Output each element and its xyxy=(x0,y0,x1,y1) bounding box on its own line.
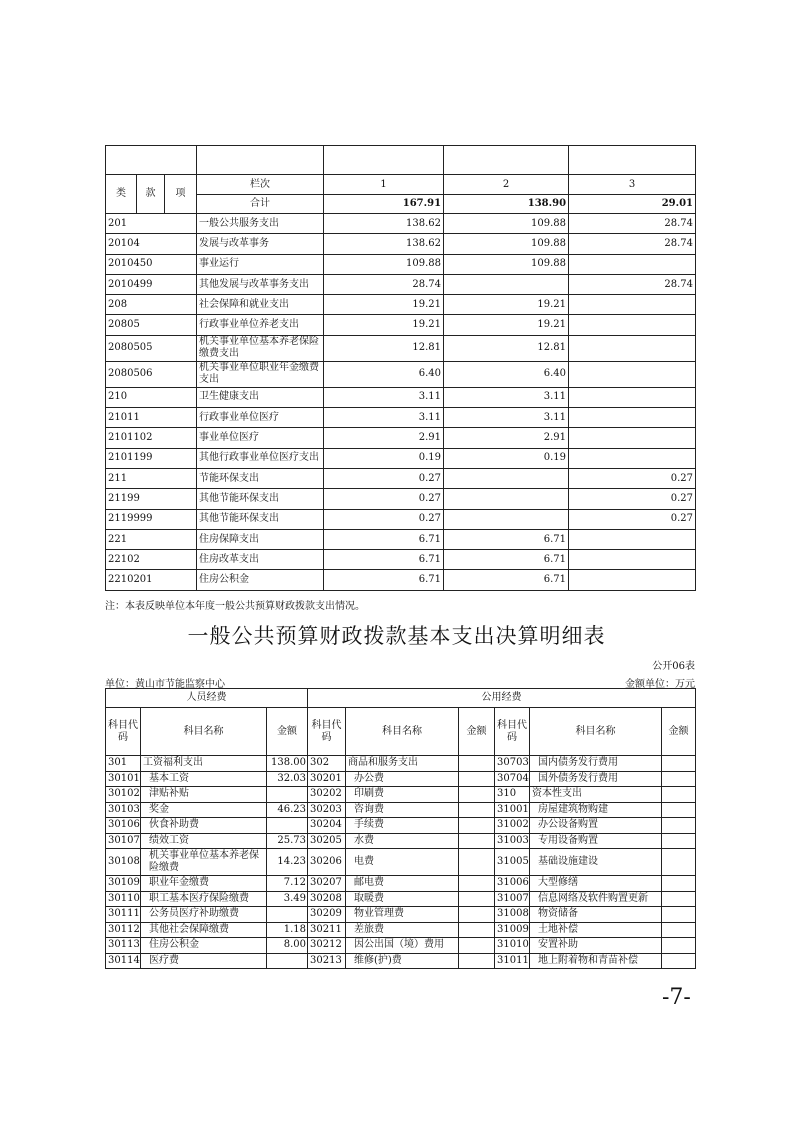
subject-code: 208 xyxy=(106,295,197,315)
value-col2: 109.88 xyxy=(444,254,569,274)
value-col1: 12.81 xyxy=(324,335,444,361)
personnel-code: 30101 xyxy=(106,771,141,787)
value-col3 xyxy=(569,254,696,274)
header-xiang: 项 xyxy=(165,175,197,214)
table-row xyxy=(106,489,696,509)
table-row xyxy=(106,833,696,849)
value-col2: 3.11 xyxy=(444,387,569,407)
subject-name: 住房保障支出 xyxy=(197,529,324,549)
header-col1: 1 xyxy=(324,175,444,195)
value-col1: 19.21 xyxy=(324,295,444,315)
capital-name: 国外债务发行费用 xyxy=(530,771,662,787)
value-col1: 3.11 xyxy=(324,387,444,407)
subject-code: 21199 xyxy=(106,489,197,509)
subject-name: 一般公共服务支出 xyxy=(197,214,324,234)
capital-amount xyxy=(662,922,696,938)
header-col2: 2 xyxy=(444,175,569,195)
public-code: 30211 xyxy=(308,922,346,938)
table-row xyxy=(106,922,696,938)
public-amount xyxy=(459,876,495,892)
header-lanci: 栏次 xyxy=(197,175,324,195)
header-kuan: 款 xyxy=(137,175,165,214)
subject-code: 221 xyxy=(106,529,197,549)
value-col3: 0.27 xyxy=(569,468,696,488)
subject-code: 2080505 xyxy=(106,335,197,361)
capital-amount xyxy=(662,938,696,954)
public-name: 取暖费 xyxy=(346,891,459,907)
public-amount xyxy=(459,849,495,876)
subject-name: 发展与改革事务 xyxy=(197,234,324,254)
public-code: 30213 xyxy=(308,953,346,969)
capital-name: 资本性支出 xyxy=(530,787,662,803)
capital-amount xyxy=(662,756,696,772)
total-col3: 29.01 xyxy=(569,195,696,214)
capital-code: 31008 xyxy=(495,907,530,923)
public-code: 30209 xyxy=(308,907,346,923)
public-code: 30212 xyxy=(308,938,346,954)
value-col1: 6.40 xyxy=(324,361,444,387)
capital-name: 房屋建筑物购建 xyxy=(530,802,662,818)
subject-name: 行政事业单位养老支出 xyxy=(197,315,324,335)
personnel-amount: 25.73 xyxy=(267,833,308,849)
col-name: 科目名称 xyxy=(141,708,267,756)
subject-name: 卫生健康支出 xyxy=(197,387,324,407)
subject-code: 2010450 xyxy=(106,254,197,274)
subject-name: 其他发展与改革事务支出 xyxy=(197,274,324,294)
table-row xyxy=(106,876,696,892)
value-col3: 28.74 xyxy=(569,234,696,254)
personnel-name: 公务员医疗补助缴费 xyxy=(141,907,267,923)
value-col3 xyxy=(569,335,696,361)
subject-name: 事业单位医疗 xyxy=(197,428,324,448)
public-code: 30207 xyxy=(308,876,346,892)
capital-amount xyxy=(662,953,696,969)
personnel-amount xyxy=(267,953,308,969)
value-col2: 3.11 xyxy=(444,408,569,428)
personnel-code: 30108 xyxy=(106,849,141,876)
table-row xyxy=(106,254,696,274)
col-code: 科目代码 xyxy=(106,708,141,756)
table-row xyxy=(106,335,696,361)
capital-name: 办公设备购置 xyxy=(530,818,662,834)
capital-code: 30703 xyxy=(495,756,530,772)
value-col3: 28.74 xyxy=(569,274,696,294)
personnel-code: 30110 xyxy=(106,891,141,907)
value-col2 xyxy=(444,274,569,294)
group-personnel: 人员经费 xyxy=(106,689,308,708)
table-row xyxy=(106,529,696,549)
subject-name: 其他节能环保支出 xyxy=(197,509,324,529)
table-row xyxy=(106,756,696,772)
personnel-name: 其他社会保障缴费 xyxy=(141,922,267,938)
value-col1: 138.62 xyxy=(324,234,444,254)
value-col2: 2.91 xyxy=(444,428,569,448)
subject-code: 201 xyxy=(106,214,197,234)
capital-amount xyxy=(662,787,696,803)
subject-name: 住房公积金 xyxy=(197,570,324,590)
capital-amount xyxy=(662,849,696,876)
capital-amount xyxy=(662,818,696,834)
value-col1: 138.62 xyxy=(324,214,444,234)
value-col2 xyxy=(444,509,569,529)
unit-name: 单位：黄山市节能监察中心 xyxy=(105,679,225,690)
col-amount: 金额 xyxy=(662,708,696,756)
personnel-name: 职业年金缴费 xyxy=(141,876,267,892)
personnel-code: 30112 xyxy=(106,922,141,938)
personnel-name: 机关事业单位基本养老保险缴费 xyxy=(141,849,267,876)
value-col3 xyxy=(569,428,696,448)
value-col2: 109.88 xyxy=(444,234,569,254)
table-row xyxy=(106,509,696,529)
value-col2: 12.81 xyxy=(444,335,569,361)
capital-amount xyxy=(662,907,696,923)
personnel-name: 伙食补助费 xyxy=(141,818,267,834)
col-amount: 金额 xyxy=(459,708,495,756)
public-name: 办公费 xyxy=(346,771,459,787)
personnel-code: 30113 xyxy=(106,938,141,954)
capital-name: 专用设备购置 xyxy=(530,833,662,849)
table-row xyxy=(106,953,696,969)
public-code: 30201 xyxy=(308,771,346,787)
capital-code: 31010 xyxy=(495,938,530,954)
personnel-name: 职工基本医疗保险缴费 xyxy=(141,891,267,907)
capital-amount xyxy=(662,876,696,892)
personnel-amount: 3.49 xyxy=(267,891,308,907)
value-col3 xyxy=(569,361,696,387)
personnel-amount: 7.12 xyxy=(267,876,308,892)
public-name: 咨询费 xyxy=(346,802,459,818)
public-amount xyxy=(459,771,495,787)
public-name: 因公出国（境）费用 xyxy=(346,938,459,954)
col-amount: 金额 xyxy=(267,708,308,756)
public-amount xyxy=(459,818,495,834)
subject-code: 2080506 xyxy=(106,361,197,387)
subject-code: 2210201 xyxy=(106,570,197,590)
value-col2: 19.21 xyxy=(444,295,569,315)
table-note: 注：本表反映单位本年度一般公共预算财政拨款支出情况。 xyxy=(105,601,365,612)
basic-expense-detail-table xyxy=(105,688,696,969)
table-row xyxy=(106,907,696,923)
value-col2: 0.19 xyxy=(444,448,569,468)
table-row xyxy=(106,361,696,387)
public-amount xyxy=(459,787,495,803)
col-name: 科目名称 xyxy=(346,708,459,756)
value-col1: 19.21 xyxy=(324,315,444,335)
capital-name: 基础设施建设 xyxy=(530,849,662,876)
subject-code: 2010499 xyxy=(106,274,197,294)
public-name: 邮电费 xyxy=(346,876,459,892)
value-col1: 3.11 xyxy=(324,408,444,428)
value-col3 xyxy=(569,529,696,549)
value-col1: 109.88 xyxy=(324,254,444,274)
value-col1: 28.74 xyxy=(324,274,444,294)
subject-name: 住房改革支出 xyxy=(197,550,324,570)
personnel-code: 30109 xyxy=(106,876,141,892)
personnel-code: 30103 xyxy=(106,802,141,818)
personnel-code: 30106 xyxy=(106,818,141,834)
public-amount xyxy=(459,756,495,772)
value-col3: 0.27 xyxy=(569,509,696,529)
table-row xyxy=(106,448,696,468)
personnel-amount: 46.23 xyxy=(267,802,308,818)
table-row xyxy=(106,787,696,803)
value-col2: 6.71 xyxy=(444,529,569,549)
subject-name: 事业运行 xyxy=(197,254,324,274)
value-col3: 28.74 xyxy=(569,214,696,234)
subject-name: 其他行政事业单位医疗支出 xyxy=(197,448,324,468)
subject-name: 社会保障和就业支出 xyxy=(197,295,324,315)
public-name: 维修(护)费 xyxy=(346,953,459,969)
public-amount xyxy=(459,938,495,954)
public-name: 商品和服务支出 xyxy=(346,756,459,772)
page-title: 一般公共预算财政拨款基本支出决算明细表 xyxy=(187,624,606,648)
value-col2: 6.71 xyxy=(444,550,569,570)
value-col1: 0.19 xyxy=(324,448,444,468)
personnel-name: 医疗费 xyxy=(141,953,267,969)
capital-name: 安置补助 xyxy=(530,938,662,954)
value-col3 xyxy=(569,408,696,428)
public-amount xyxy=(459,922,495,938)
subject-code: 22102 xyxy=(106,550,197,570)
appropriation-expense-table xyxy=(105,145,696,591)
value-col3 xyxy=(569,448,696,468)
capital-name: 土地补偿 xyxy=(530,922,662,938)
page-number: -7- xyxy=(662,985,691,1010)
personnel-amount xyxy=(267,907,308,923)
table-row xyxy=(106,570,696,590)
capital-name: 国内债务发行费用 xyxy=(530,756,662,772)
subject-code: 2119999 xyxy=(106,509,197,529)
value-col2: 109.88 xyxy=(444,214,569,234)
table-row xyxy=(106,387,696,407)
table-row xyxy=(106,214,696,234)
public-name: 差旅费 xyxy=(346,922,459,938)
capital-code: 31005 xyxy=(495,849,530,876)
total-label: 合计 xyxy=(197,195,324,214)
subject-name: 机关事业单位职业年金缴费支出 xyxy=(197,361,324,387)
value-col1: 6.71 xyxy=(324,529,444,549)
personnel-amount: 8.00 xyxy=(267,938,308,954)
value-col2: 6.71 xyxy=(444,570,569,590)
capital-amount xyxy=(662,891,696,907)
public-code: 30206 xyxy=(308,849,346,876)
table-row xyxy=(106,818,696,834)
value-col2 xyxy=(444,489,569,509)
public-code: 30203 xyxy=(308,802,346,818)
public-amount xyxy=(459,891,495,907)
subject-code: 2101102 xyxy=(106,428,197,448)
total-col1: 167.91 xyxy=(324,195,444,214)
public-name: 电费 xyxy=(346,849,459,876)
value-col1: 6.71 xyxy=(324,550,444,570)
value-col1: 2.91 xyxy=(324,428,444,448)
personnel-amount: 138.00 xyxy=(267,756,308,772)
value-col3 xyxy=(569,315,696,335)
personnel-name: 绩效工资 xyxy=(141,833,267,849)
public-code: 30205 xyxy=(308,833,346,849)
public-amount xyxy=(459,802,495,818)
public-code: 30204 xyxy=(308,818,346,834)
capital-amount xyxy=(662,771,696,787)
capital-name: 大型修缮 xyxy=(530,876,662,892)
public-name: 印刷费 xyxy=(346,787,459,803)
subject-code: 210 xyxy=(106,387,197,407)
subject-code: 20805 xyxy=(106,315,197,335)
capital-code: 31007 xyxy=(495,891,530,907)
header-lei: 类 xyxy=(106,175,137,214)
capital-code: 31006 xyxy=(495,876,530,892)
capital-amount xyxy=(662,802,696,818)
col-name: 科目名称 xyxy=(530,708,662,756)
capital-code: 310 xyxy=(495,787,530,803)
personnel-amount xyxy=(267,818,308,834)
capital-name: 物资储备 xyxy=(530,907,662,923)
capital-amount xyxy=(662,833,696,849)
capital-name: 地上附着物和青苗补偿 xyxy=(530,953,662,969)
subject-code: 2101199 xyxy=(106,448,197,468)
table-row xyxy=(106,428,696,448)
subject-code: 20104 xyxy=(106,234,197,254)
value-col1: 0.27 xyxy=(324,489,444,509)
public-name: 手续费 xyxy=(346,818,459,834)
personnel-amount: 1.18 xyxy=(267,922,308,938)
value-col2 xyxy=(444,468,569,488)
table-row xyxy=(106,274,696,294)
table-row xyxy=(106,550,696,570)
total-col2: 138.90 xyxy=(444,195,569,214)
public-name: 物业管理费 xyxy=(346,907,459,923)
table-row xyxy=(106,295,696,315)
table-row xyxy=(106,234,696,254)
value-col3 xyxy=(569,550,696,570)
personnel-amount: 14.23 xyxy=(267,849,308,876)
personnel-name: 基本工资 xyxy=(141,771,267,787)
table-row xyxy=(106,849,696,876)
capital-code: 31001 xyxy=(495,802,530,818)
personnel-code: 30111 xyxy=(106,907,141,923)
table-row xyxy=(106,771,696,787)
personnel-name: 津贴补贴 xyxy=(141,787,267,803)
value-col2: 19.21 xyxy=(444,315,569,335)
public-code: 30208 xyxy=(308,891,346,907)
value-col3: 0.27 xyxy=(569,489,696,509)
value-col1: 0.27 xyxy=(324,509,444,529)
personnel-code: 30107 xyxy=(106,833,141,849)
table-row xyxy=(106,315,696,335)
form-number: 公开06表 xyxy=(652,661,695,672)
public-code: 302 xyxy=(308,756,346,772)
capital-code: 31009 xyxy=(495,922,530,938)
table-row xyxy=(106,938,696,954)
table-row xyxy=(106,891,696,907)
subject-name: 行政事业单位医疗 xyxy=(197,408,324,428)
value-col3 xyxy=(569,570,696,590)
col-code: 科目代码 xyxy=(495,708,530,756)
value-col1: 0.27 xyxy=(324,468,444,488)
subject-code: 211 xyxy=(106,468,197,488)
public-amount xyxy=(459,833,495,849)
value-col3 xyxy=(569,295,696,315)
subject-name: 其他节能环保支出 xyxy=(197,489,324,509)
header-col3: 3 xyxy=(569,175,696,195)
personnel-name: 奖金 xyxy=(141,802,267,818)
col-code: 科目代码 xyxy=(308,708,346,756)
personnel-code: 30114 xyxy=(106,953,141,969)
subject-code: 21011 xyxy=(106,408,197,428)
public-amount xyxy=(459,953,495,969)
table-row xyxy=(106,802,696,818)
value-col3 xyxy=(569,387,696,407)
capital-name: 信息网络及软件购置更新 xyxy=(530,891,662,907)
table-row xyxy=(106,468,696,488)
personnel-name: 住房公积金 xyxy=(141,938,267,954)
table-row xyxy=(106,408,696,428)
capital-code: 30704 xyxy=(495,771,530,787)
personnel-name: 工资福利支出 xyxy=(141,756,267,772)
capital-code: 31003 xyxy=(495,833,530,849)
capital-code: 31002 xyxy=(495,818,530,834)
value-col1: 6.71 xyxy=(324,570,444,590)
value-col2: 6.40 xyxy=(444,361,569,387)
personnel-code: 301 xyxy=(106,756,141,772)
public-code: 30202 xyxy=(308,787,346,803)
subject-name: 节能环保支出 xyxy=(197,468,324,488)
personnel-amount xyxy=(267,787,308,803)
personnel-code: 30102 xyxy=(106,787,141,803)
public-name: 水费 xyxy=(346,833,459,849)
personnel-amount: 32.03 xyxy=(267,771,308,787)
public-amount xyxy=(459,907,495,923)
subject-name: 机关事业单位基本养老保险缴费支出 xyxy=(197,335,324,361)
capital-code: 31011 xyxy=(495,953,530,969)
money-unit: 金额单位：万元 xyxy=(625,679,695,690)
group-public: 公用经费 xyxy=(308,689,696,708)
